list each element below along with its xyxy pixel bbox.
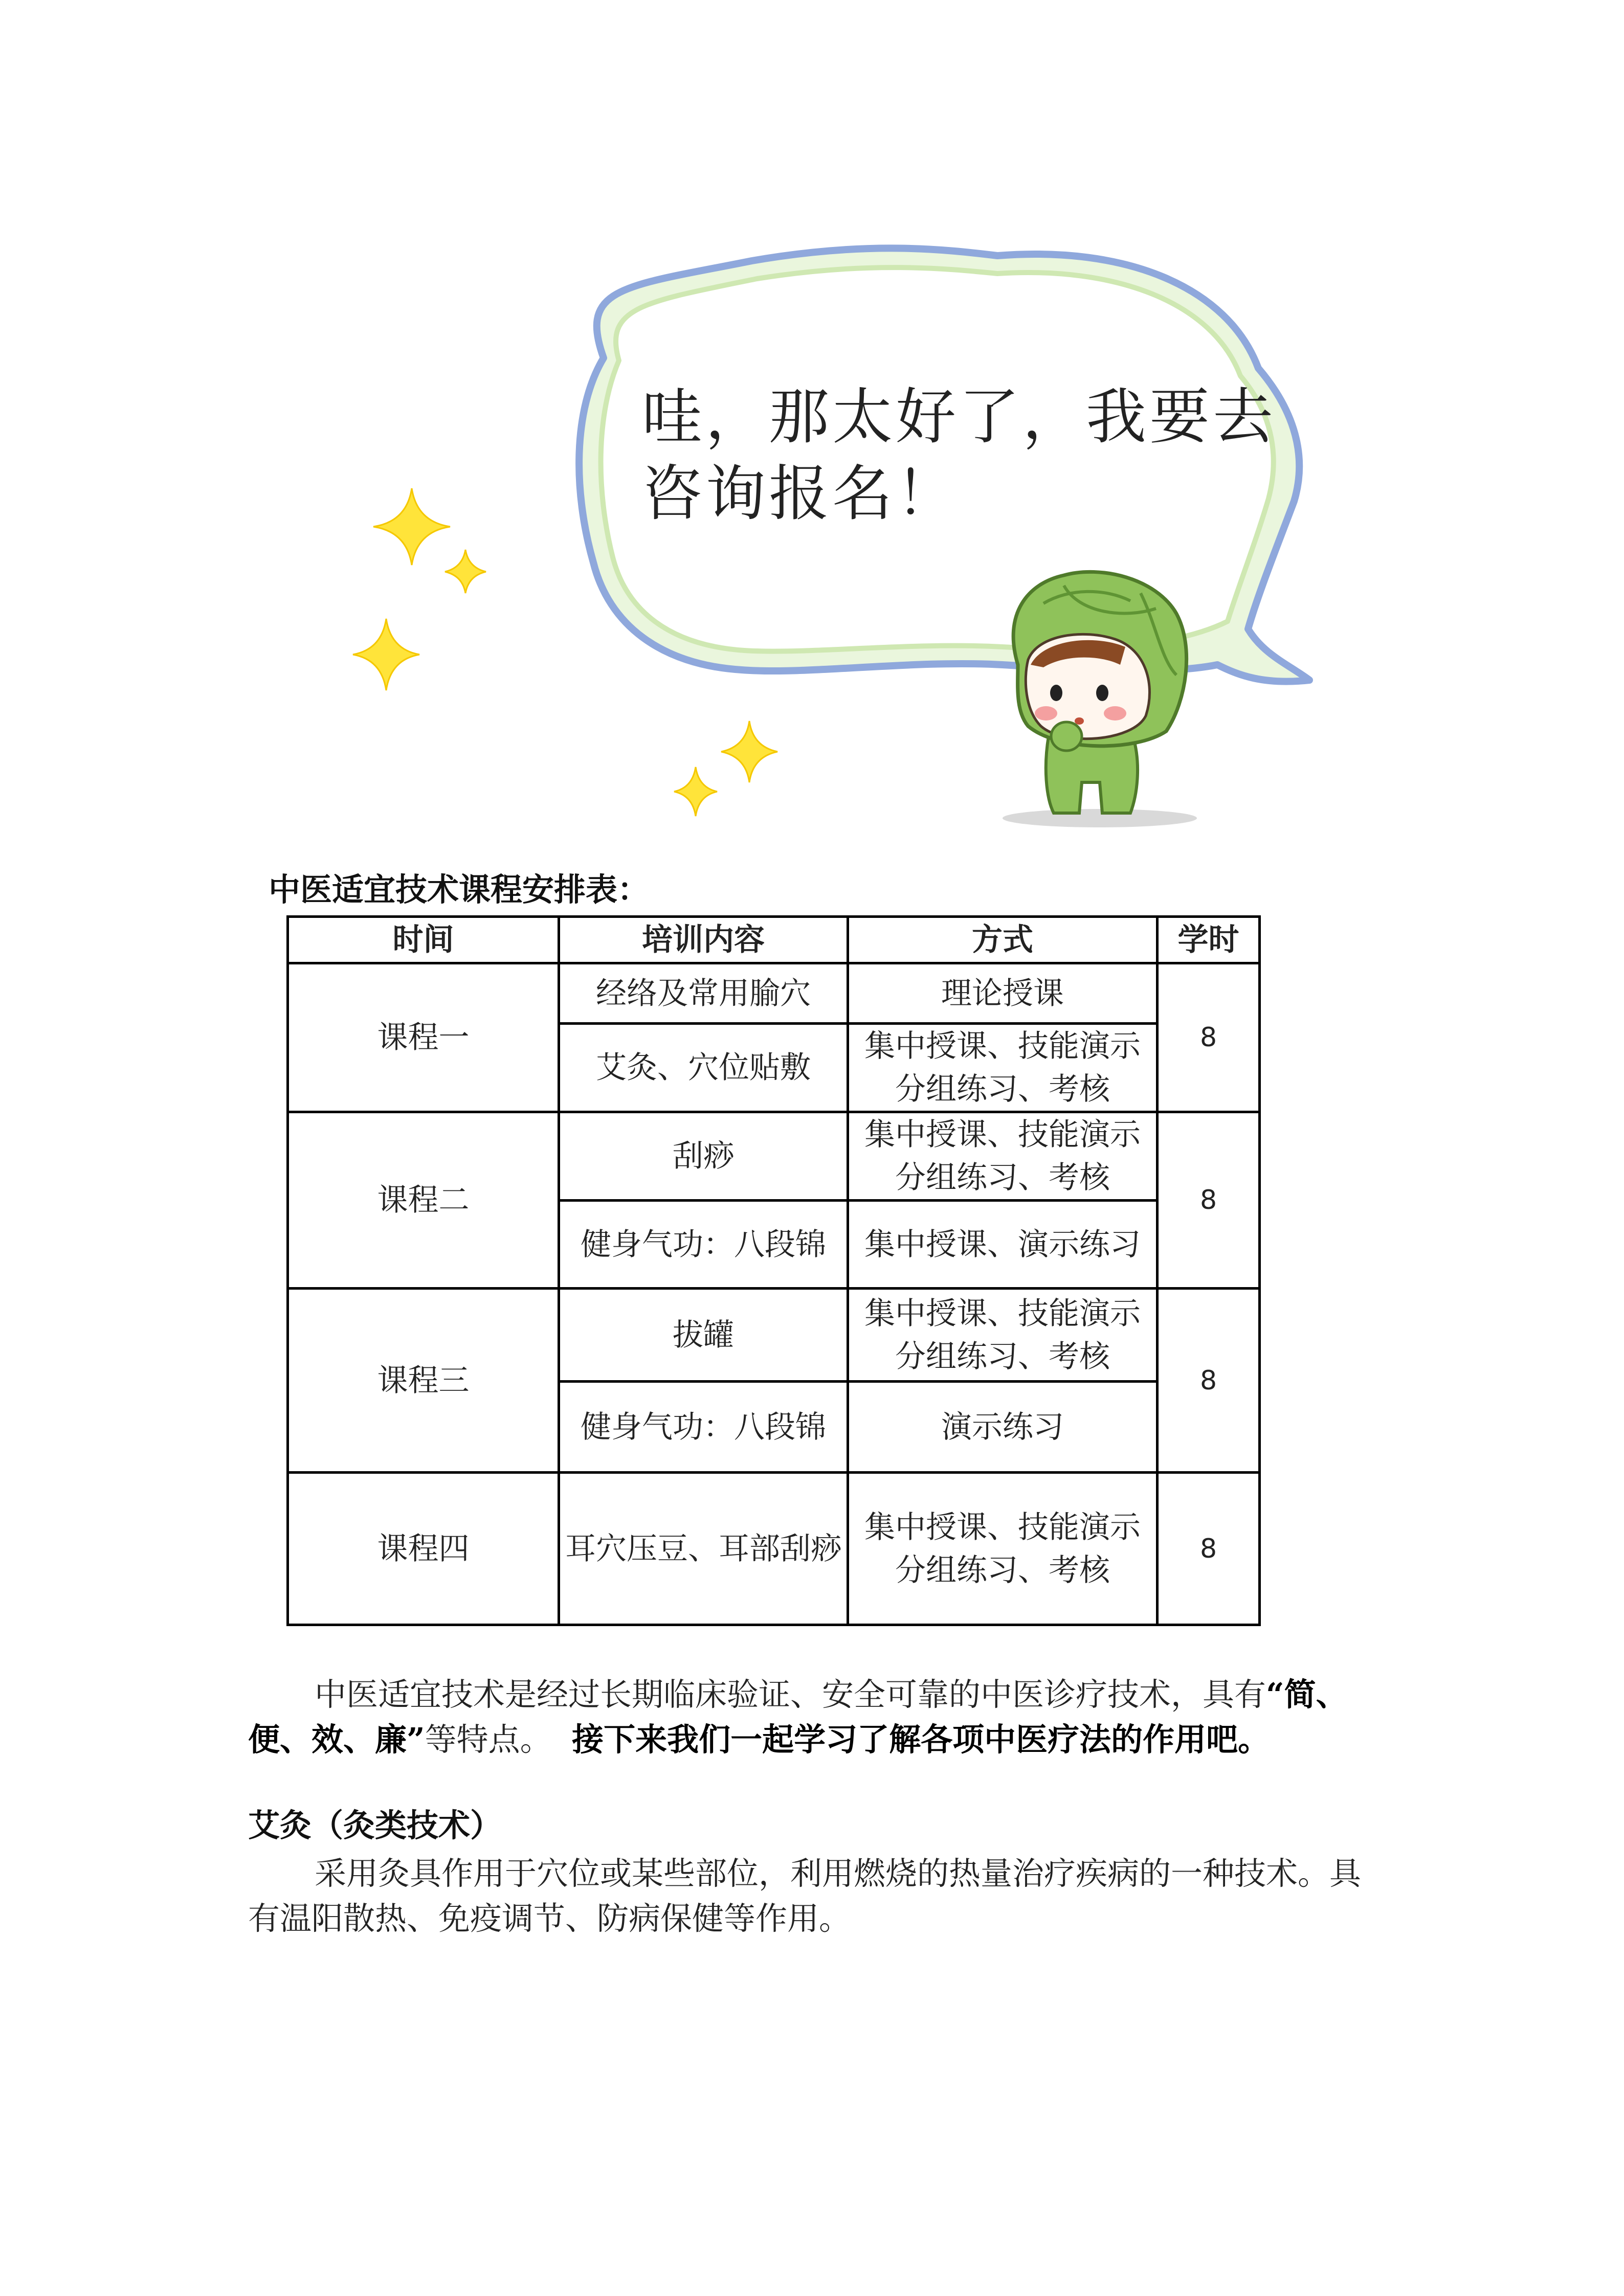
sparkle-icon (674, 767, 717, 816)
method-line: 分组练习、考核 (895, 1552, 1110, 1588)
method-line: 分组练习、考核 (895, 1160, 1110, 1196)
course-schedule-table (286, 915, 1261, 1626)
table-row (288, 1473, 1260, 1625)
table-row (288, 1112, 1260, 1201)
intro-bold-b: 接下来我们一起学习了解各项中医疗法的作用吧。 (572, 1721, 1270, 1758)
header-method: 方式 (848, 917, 1158, 963)
method-line: 集中授课、技能演示 (864, 1509, 1141, 1545)
course-hours: 8 (1158, 963, 1260, 1112)
method-line: 集中授课、技能演示 (864, 1117, 1141, 1153)
bubble-line-2: 咨询报名！ (642, 458, 960, 529)
table-header-row (288, 917, 1260, 963)
method-line: 分组练习、考核 (895, 1071, 1110, 1107)
course-name: 课程二 (288, 1112, 559, 1289)
moxibustion-heading: 艾灸（灸类技术） (248, 1807, 502, 1844)
speech-bubble-text (642, 378, 1307, 532)
intro-text-a: 中医适宜技术是经过长期临床验证、安全可靠的中医诊疗技术，具有 (315, 1676, 1266, 1713)
course-name: 课程一 (288, 963, 559, 1112)
intro-paragraph (248, 1672, 1389, 1762)
sparkle-icon (353, 619, 419, 690)
course-content: 经络及常用腧穴 (559, 963, 848, 1024)
sparkle-icon (373, 488, 450, 565)
course-hours: 8 (1158, 1473, 1260, 1625)
course-hours: 8 (1158, 1289, 1260, 1473)
moxibustion-paragraph (248, 1851, 1389, 1941)
course-content: 艾灸、穴位贴敷 (559, 1024, 848, 1112)
intro-text-b: 等特点。 (425, 1721, 552, 1758)
course-method: 演示练习 (848, 1382, 1158, 1473)
method-line: 集中授课、技能演示 (864, 1028, 1141, 1064)
cabbage-character (1003, 572, 1197, 827)
table-row (288, 1289, 1260, 1382)
course-method: 理论授课 (848, 963, 1158, 1024)
course-method (848, 1112, 1158, 1201)
course-content: 健身气功：八段锦 (559, 1201, 848, 1289)
course-name: 课程三 (288, 1289, 559, 1473)
bubble-line-1: 哇，那太好了，我要去 (642, 381, 1277, 452)
sparkle-icon (721, 721, 777, 782)
course-content: 耳穴压豆、耳部刮痧 (559, 1473, 848, 1625)
intro-bold-a: “简、便、效、廉” (248, 1676, 1348, 1758)
header-content: 培训内容 (559, 917, 848, 963)
header-hours: 学时 (1158, 917, 1260, 963)
moxibustion-text: 采用灸具作用于穴位或某些部位，利用燃烧的热量治疗疾病的一种技术。具有温阳散热、免疫调节、防病保健等作用。 (248, 1855, 1362, 1937)
course-method (848, 1473, 1158, 1625)
course-name: 课程四 (288, 1473, 559, 1625)
course-method: 集中授课、演示练习 (848, 1201, 1158, 1289)
table-row (288, 963, 1260, 1024)
method-line: 分组练习、考核 (895, 1338, 1110, 1375)
course-content: 健身气功：八段锦 (559, 1382, 848, 1473)
course-hours: 8 (1158, 1112, 1260, 1289)
sparkle-icon (445, 550, 486, 593)
header-time: 时间 (288, 917, 559, 963)
course-content: 拔罐 (559, 1289, 848, 1382)
course-method (848, 1289, 1158, 1382)
method-line: 集中授课、技能演示 (864, 1295, 1141, 1332)
table-title: 中医适宜技术课程安排表： (269, 871, 650, 908)
course-content: 刮痧 (559, 1112, 848, 1201)
course-method (848, 1024, 1158, 1112)
